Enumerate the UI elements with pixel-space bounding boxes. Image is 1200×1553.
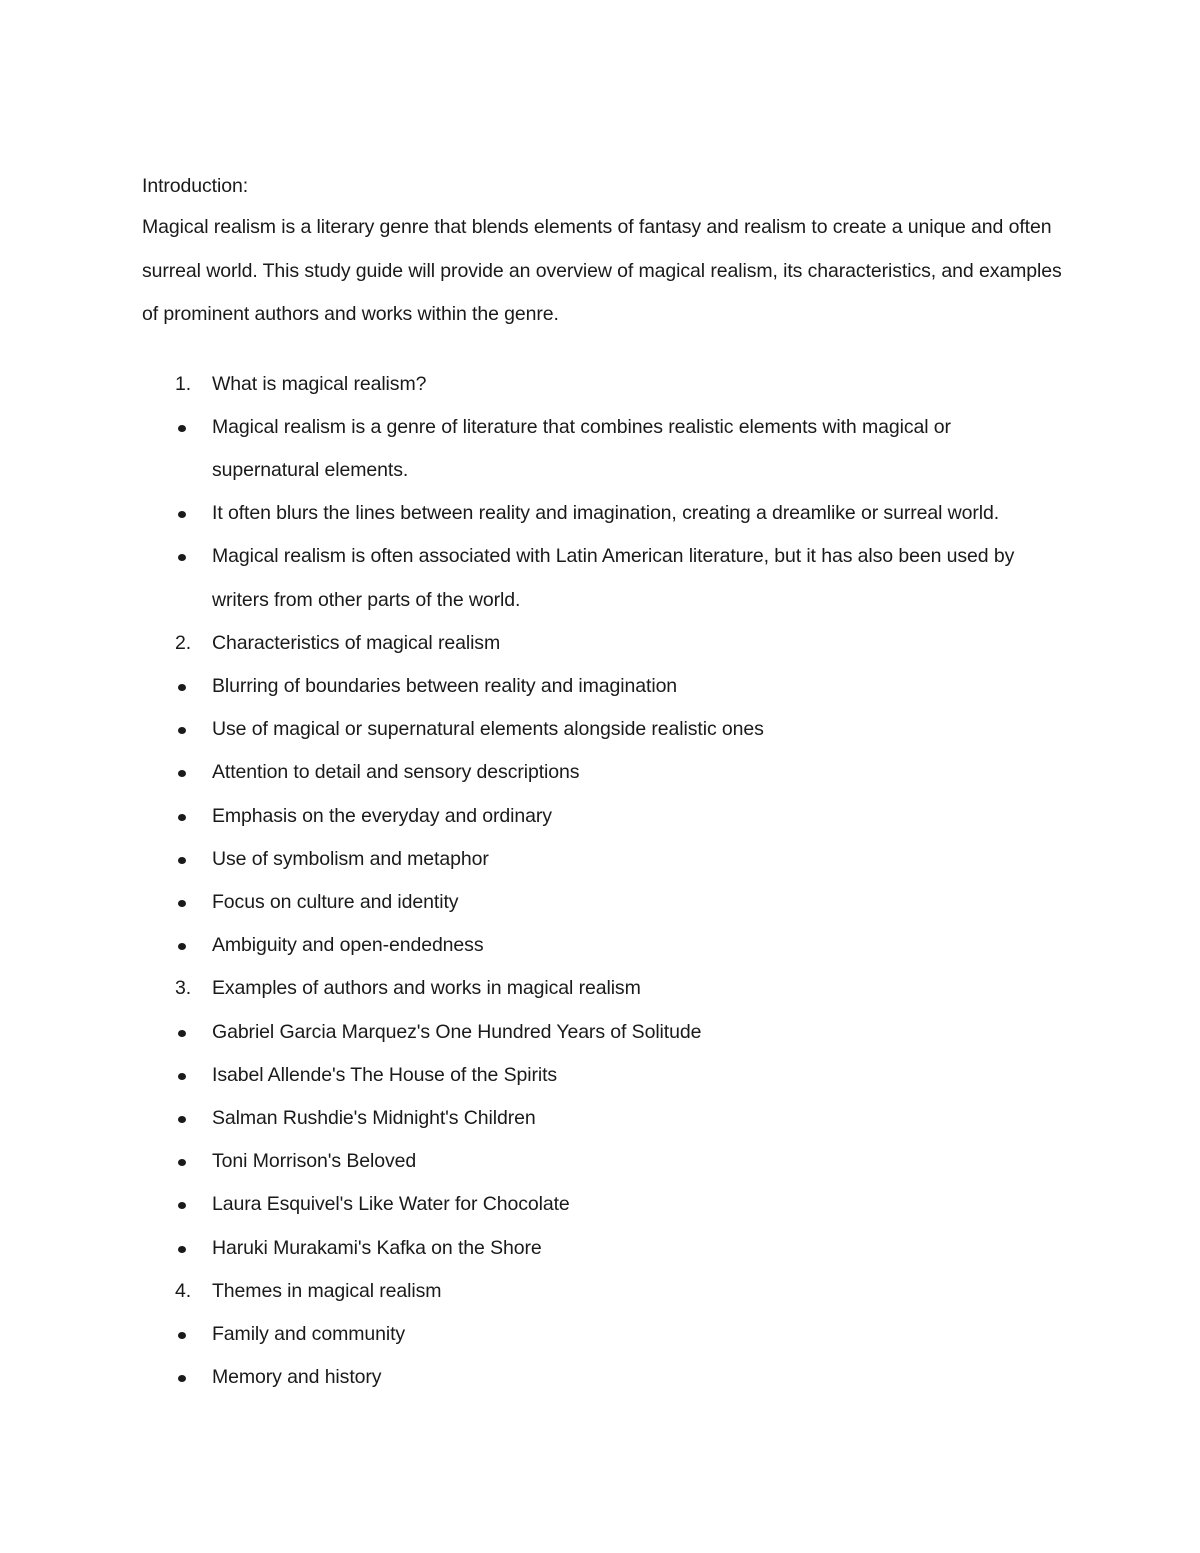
bullet-item — [142, 1011, 1062, 1054]
bullet-text: Blurring of boundaries between reality and imagination — [212, 674, 678, 697]
bullet-dot-icon — [178, 511, 186, 518]
bullet-item — [142, 1097, 1062, 1140]
section-number: 1. — [175, 372, 192, 395]
bullet-text: Isabel Allende's The House of the Spirits — [212, 1063, 558, 1086]
bullet-dot-icon — [178, 857, 186, 864]
bullet-item — [142, 1183, 1062, 1226]
bullet-text: Gabriel Garcia Marquez's One Hundred Years of Solitude — [212, 1020, 702, 1043]
bullet-item — [142, 881, 1062, 924]
bullet-text: Use of symbolism and metaphor — [212, 847, 489, 870]
bullet-item — [142, 1227, 1062, 1270]
section-heading — [142, 363, 1062, 406]
bullet-item — [142, 665, 1062, 708]
bullet-text: Attention to detail and sensory descriptions — [212, 761, 580, 784]
bullet-item — [142, 1140, 1062, 1183]
section-heading — [142, 622, 1062, 665]
bullet-text: Toni Morrison's Beloved — [212, 1150, 417, 1173]
bullet-item — [142, 924, 1062, 967]
bullet-dot-icon — [178, 943, 186, 950]
bullet-text: Emphasis on the everyday and ordinary — [212, 804, 552, 827]
bullet-dot-icon — [178, 425, 186, 432]
section-title: Themes in magical realism — [212, 1279, 442, 1302]
bullet-dot-icon — [178, 814, 186, 821]
bullet-dot-icon — [178, 1073, 186, 1080]
bullet-dot-icon — [178, 770, 186, 777]
bullet-item — [142, 406, 1062, 492]
bullet-text: Haruki Murakami's Kafka on the Shore — [212, 1236, 542, 1259]
section-number: 3. — [175, 977, 192, 1000]
bullet-dot-icon — [178, 1332, 186, 1339]
section-title: Examples of authors and works in magical realism — [212, 977, 641, 1000]
bullet-item — [142, 838, 1062, 881]
bullet-dot-icon — [178, 1202, 186, 1209]
bullet-text: Magical realism is often associated with Latin American literature, but it has also been used by writers from other parts of the world. — [212, 545, 1015, 611]
bullet-item — [142, 535, 1062, 621]
section-number: 2. — [175, 631, 192, 654]
intro-heading: Introduction: — [142, 175, 249, 197]
bullet-dot-icon — [178, 1159, 186, 1166]
bullet-text: Ambiguity and open-endedness — [212, 934, 484, 957]
bullet-item — [142, 1054, 1062, 1097]
bullet-text: Use of magical or supernatural elements alongside realistic ones — [212, 718, 764, 741]
bullet-dot-icon — [178, 1246, 186, 1253]
bullet-dot-icon — [178, 684, 186, 691]
bullet-dot-icon — [178, 727, 186, 734]
bullet-text: Memory and history — [212, 1366, 382, 1389]
section-heading — [142, 1270, 1062, 1313]
intro-paragraph: Magical realism is a literary genre that blends elements of fantasy and realism to create a unique and often surreal world. This study guide will provide an overview of magical realism, its characteristics, and examples of prominent authors and works within the genre. — [142, 216, 1062, 325]
section-heading — [142, 967, 1062, 1010]
bullet-text: It often blurs the lines between reality and imagination, creating a dreamlike or surreal world. — [212, 502, 1000, 525]
bullet-item — [142, 1356, 1062, 1399]
bullet-text: Laura Esquivel's Like Water for Chocolate — [212, 1193, 570, 1216]
outline-list — [142, 363, 1062, 1400]
bullet-dot-icon — [178, 554, 186, 561]
bullet-dot-icon — [178, 1116, 186, 1123]
bullet-dot-icon — [178, 900, 186, 907]
bullet-text: Salman Rushdie's Midnight's Children — [212, 1106, 536, 1129]
bullet-item — [142, 708, 1062, 751]
section-title: Characteristics of magical realism — [212, 631, 501, 654]
section-title: What is magical realism? — [212, 372, 427, 395]
bullet-dot-icon — [178, 1030, 186, 1037]
bullet-item — [142, 1313, 1062, 1356]
paragraph-spacer — [142, 337, 1062, 363]
bullet-text: Focus on culture and identity — [212, 890, 459, 913]
bullet-text: Magical realism is a genre of literature that combines realistic elements with magical or supernatural elements. — [212, 415, 951, 481]
bullet-text: Family and community — [212, 1322, 406, 1345]
bullet-item — [142, 795, 1062, 838]
section-number: 4. — [175, 1279, 192, 1302]
bullet-dot-icon — [178, 1375, 186, 1382]
bullet-item — [142, 751, 1062, 794]
document-body — [142, 166, 1062, 1399]
bullet-item — [142, 492, 1062, 535]
